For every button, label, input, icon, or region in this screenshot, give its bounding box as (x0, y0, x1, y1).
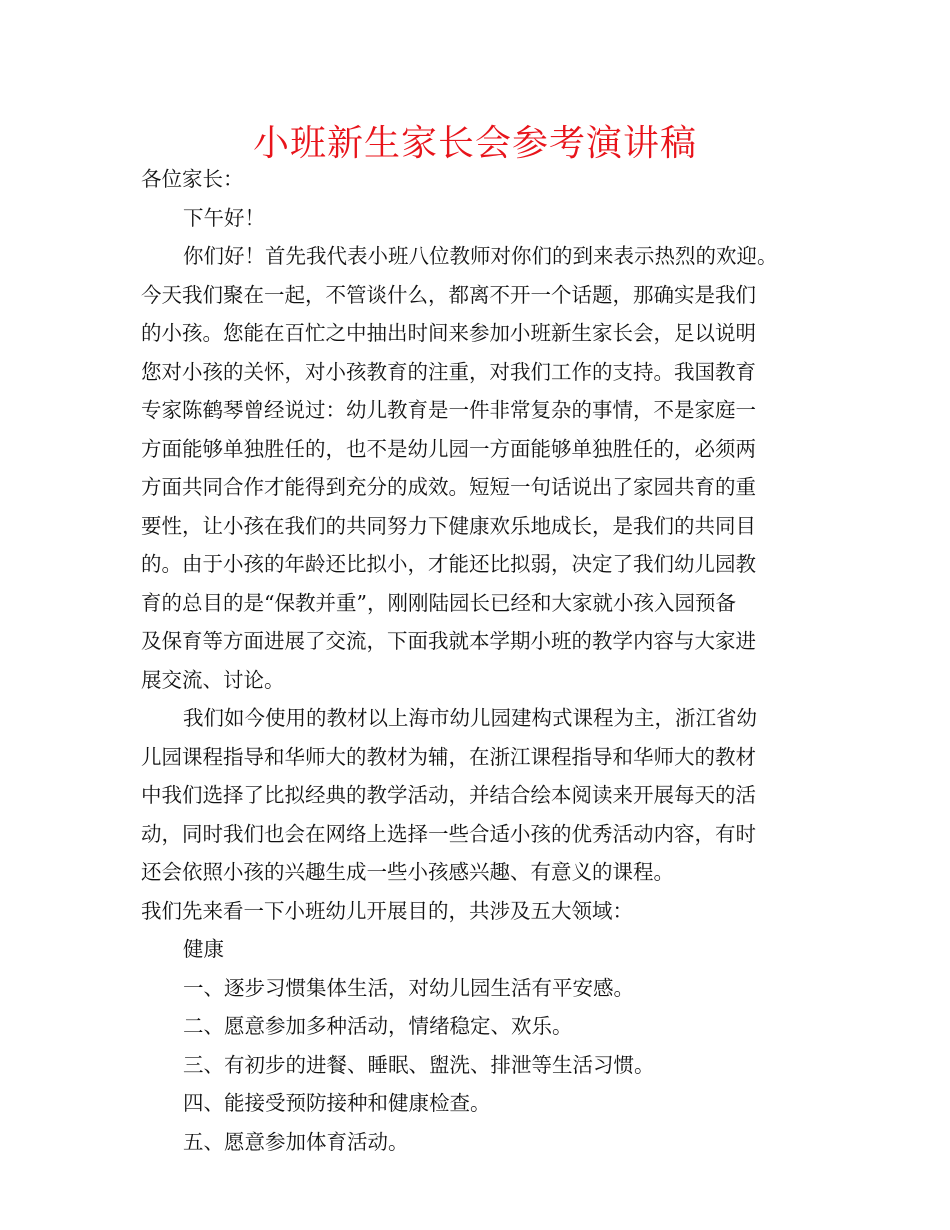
document-body (141, 160, 816, 1161)
document-line: 我们如今使用的教材以上海市幼儿园建构式课程为主，浙江省幼 (183, 706, 757, 730)
document-line: 的小孩。您能在百忙之中抽出时间来参加小班新生家长会，足以说明 (141, 321, 756, 345)
document-line: 我们先来看一下小班幼儿开展目的，共涉及五大领域： (141, 898, 633, 923)
document-line: 要性，让小孩在我们的共同努力下健康欢乐地成长，是我们的共同目 (141, 513, 756, 538)
document-line: 方面共同合作才能得到充分的成效。短短一句话说出了家园共育的重 (141, 475, 756, 499)
document-line: 动，同时我们也会在网络上选择一些合适小孩的优秀活动内容，有时 (141, 821, 756, 846)
document-line: 一、逐步习惯集体生活，对幼儿园生活有平安感。 (183, 975, 634, 1000)
document-line: 专家陈鹤琴曾经说过：幼儿教育是一件非常复杂的事情，不是家庭一 (141, 398, 756, 422)
document-line: 三、有初步的进餐、睡眠、盥洗、排泄等生活习惯。 (183, 1052, 655, 1077)
document-line: 展交流、讨论。 (141, 667, 285, 692)
document-line: 四、能接受预防接种和健康检查。 (183, 1091, 491, 1115)
document-line: 儿园课程指导和华师大的教材为辅，在浙江课程指导和华师大的教材 (141, 744, 756, 769)
document-line: 今天我们聚在一起，不管谈什么，都离不开一个话题，那确实是我们 (141, 282, 756, 307)
document-line: 您对小孩的关怀，对小孩教育的注重，对我们工作的支持。我国教育 (141, 359, 756, 384)
document-line: 各位家长： (141, 167, 244, 191)
document-line: 下午好！ (183, 205, 265, 230)
document-line: 及保育等方面进展了交流，下面我就本学期小班的教学内容与大家进 (141, 629, 756, 653)
document-line: 还会依照小孩的兴趣生成一些小孩感兴趣、有意义的课程。 (141, 860, 674, 884)
document-line: 你们好！首先我代表小班八位教师对你们的到来表示热烈的欢迎。 (183, 244, 778, 268)
document-line: 方面能够单独胜任的，也不是幼儿园一方面能够单独胜任的，必须两 (141, 436, 756, 461)
document-line: 育的总目的是“保教并重”，刚刚陆园长已经和大家就小孩入园预备 (141, 590, 736, 615)
document-line: 健康 (183, 937, 224, 961)
document-line: 五、愿意参加体育活动。 (183, 1129, 409, 1154)
document-line: 中我们选择了比拟经典的教学活动，并结合绘本阅读来开展每天的活 (141, 783, 756, 807)
document-line: 的。由于小孩的年龄还比拟小，才能还比拟弱，决定了我们幼儿园教 (141, 552, 756, 576)
document-title: 小班新生家长会参考演讲稿 (252, 123, 697, 164)
document-line: 二、愿意参加多种活动，情绪稳定、欢乐。 (183, 1014, 573, 1038)
